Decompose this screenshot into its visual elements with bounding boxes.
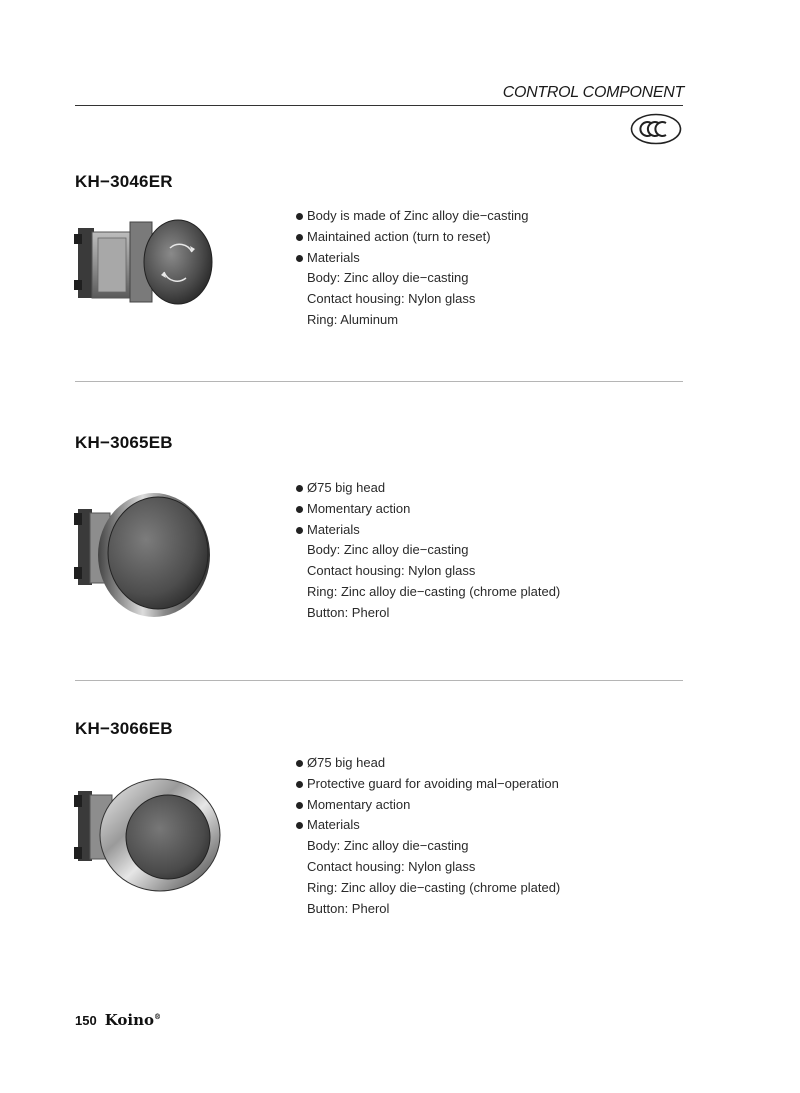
product-model: KH−3046ER [75, 172, 173, 191]
product-model: KH−3065EB [75, 433, 173, 452]
brand-name: Koino [104, 1011, 155, 1029]
emergency-stop-button-icon [74, 212, 214, 307]
page-footer [75, 1011, 161, 1029]
material-item: Contact housing: Nylon glass [307, 858, 476, 874]
feature-item: Momentary action [295, 499, 410, 520]
feature-list [295, 478, 410, 540]
materials-list [307, 836, 560, 919]
material-item: Body: Zinc alloy die−casting [307, 838, 469, 854]
feature-item: Materials [295, 248, 528, 269]
feature-item: Body is made of Zinc alloy die−casting [295, 206, 528, 227]
materials-list [307, 540, 560, 623]
feature-item: Protective guard for avoiding mal−operation [295, 774, 559, 795]
header-rule [75, 105, 683, 106]
feature-item: Materials [295, 815, 559, 836]
big-head-push-button-icon [74, 491, 214, 619]
material-item: Contact housing: Nylon glass [307, 563, 476, 579]
registered-mark: ® [154, 1012, 162, 1021]
material-item: Button: Pherol [307, 604, 390, 620]
feature-item: Materials [295, 520, 410, 541]
feature-item: Ø75 big head [295, 753, 559, 774]
section-divider [75, 680, 683, 681]
material-item: Contact housing: Nylon glass [307, 291, 476, 307]
guarded-push-button-icon [74, 777, 224, 895]
material-item: Body: Zinc alloy die−casting [307, 270, 469, 286]
feature-item: Momentary action [295, 795, 559, 816]
section-title: CONTROL COMPONENT [502, 84, 684, 101]
feature-item: Ø75 big head [295, 478, 410, 499]
material-item: Body: Zinc alloy die−casting [307, 542, 469, 558]
material-item: Ring: Zinc alloy die−casting (chrome plated) [307, 583, 561, 599]
material-item: Ring: Zinc alloy die−casting (chrome plated) [307, 879, 561, 895]
ccc-mark-icon [630, 113, 682, 145]
product-model: KH−3066EB [75, 719, 173, 738]
material-item: Button: Pherol [307, 900, 390, 916]
feature-list [295, 206, 528, 268]
material-item: Ring: Aluminum [307, 311, 399, 327]
feature-item: Maintained action (turn to reset) [295, 227, 528, 248]
brand-logo [105, 1011, 161, 1029]
feature-list [295, 753, 559, 836]
materials-list [307, 268, 475, 330]
section-divider [75, 381, 683, 382]
page-number: 150 [75, 1013, 97, 1028]
